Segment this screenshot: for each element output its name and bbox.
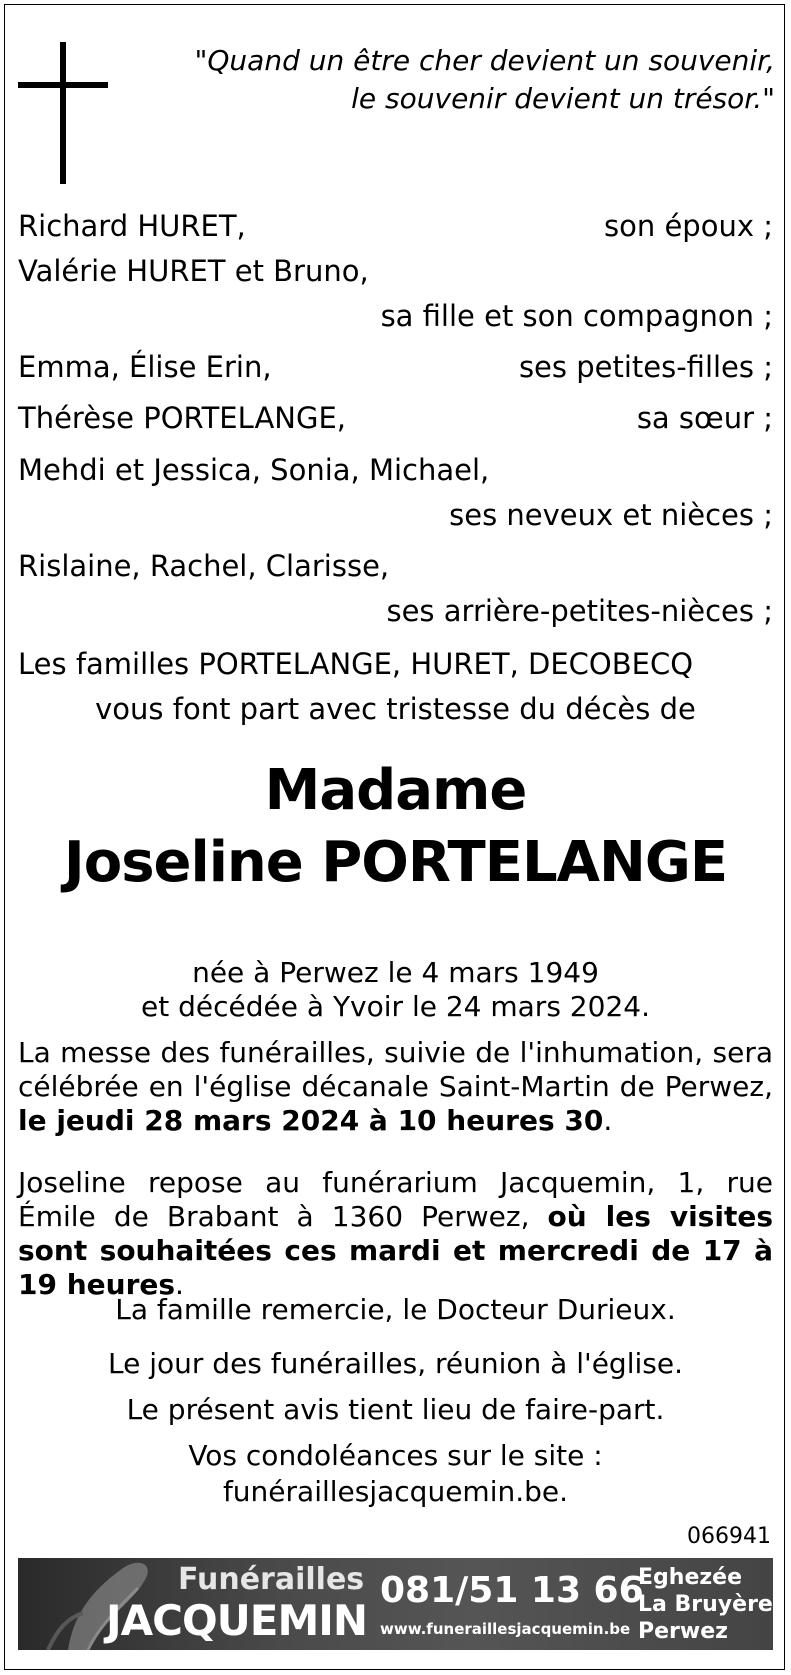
condolences-website: funéraillesjacquemin.be. xyxy=(222,1475,569,1508)
family-relation: sa fille et son compagnon ; xyxy=(380,299,773,333)
phone-number: 081/51 13 66 xyxy=(380,1570,644,1611)
brand-line-2: JACQUEMIN xyxy=(106,1596,368,1645)
mass-datetime: le jeudi 28 mars 2024 à 10 heures 30 xyxy=(18,1104,604,1137)
reference-number: 066941 xyxy=(687,1524,771,1549)
announcement-intro: vous font part avec tristesse du décès de xyxy=(95,692,696,726)
family-name: Mehdi et Jessica, Sonia, Michael, xyxy=(18,453,490,487)
funeral-home-banner xyxy=(18,1558,773,1650)
brand-line-1: Funérailles xyxy=(178,1562,365,1597)
locations xyxy=(638,1564,773,1645)
family-name: Les familles PORTELANGE, HURET, DECOBECQ xyxy=(18,647,694,681)
family-name: Richard HURET, xyxy=(18,209,246,243)
visitation-hours: où les visites sont souhaitées ces mardi et mercredi de 17 à 19 heures xyxy=(18,1200,773,1301)
thanks-line: La famille remercie, le Docteur Durieux. xyxy=(115,1293,676,1326)
family-name: Emma, Élise Erin, xyxy=(18,350,272,384)
birth-line: née à Perwez le 4 mars 1949 xyxy=(192,956,599,989)
family-relation: sa sœur ; xyxy=(636,401,773,435)
death-line: et décédée à Yvoir le 24 mars 2024. xyxy=(141,990,650,1023)
funeral-mass-paragraph: La messe des funérailles, suivie de l'inhumation, sera célébrée en l'église décanale Saint-Martin de Perwez, le jeudi 28 mars 2024 à 10 heures 30. xyxy=(18,1036,773,1137)
epigraph-quote xyxy=(155,42,775,118)
family-relation: son époux ; xyxy=(604,209,773,243)
notice-line: Le présent avis tient lieu de faire-part. xyxy=(126,1393,665,1426)
condolences-line: Vos condoléances sur le site : xyxy=(188,1439,603,1472)
location-item: Perwez xyxy=(638,1619,728,1644)
family-name: Rislaine, Rachel, Clarisse, xyxy=(18,549,390,583)
family-relation: ses neveux et nièces ; xyxy=(449,498,773,532)
family-name: Thérèse PORTELANGE, xyxy=(18,401,346,435)
family-relation: ses arrière-petites-nièces ; xyxy=(386,594,773,628)
family-relation: ses petites-filles ; xyxy=(518,350,773,384)
quote-line: "Quand un être cher devient un souvenir, xyxy=(194,44,775,77)
family-name: Valérie HURET et Bruno, xyxy=(18,254,369,288)
reunion-line: Le jour des funérailles, réunion à l'église. xyxy=(108,1347,683,1380)
quote-line: le souvenir devient un trésor." xyxy=(351,82,775,115)
website: www.funeraillesjacquemin.be xyxy=(380,1620,631,1638)
location-item: Eghezée xyxy=(638,1565,743,1590)
visitation-paragraph: Joseline repose au funérarium Jacquemin, 1, rue Émile de Brabant à 1360 Perwez, où les visites sont souhaitées ces mardi et mercredi de 17 à 19 heures. xyxy=(18,1166,773,1301)
location-item: La Bruyère xyxy=(638,1592,773,1617)
deceased-title: Madame xyxy=(264,758,527,823)
cross-icon xyxy=(18,42,108,184)
deceased-name: Joseline PORTELANGE xyxy=(63,830,728,895)
